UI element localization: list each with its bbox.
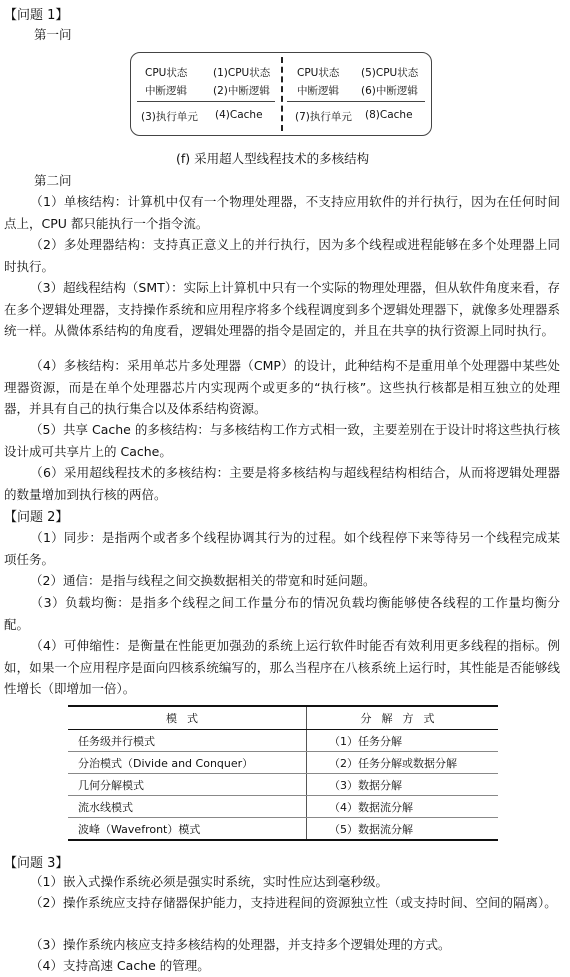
q1-para-4: [4, 355, 560, 420]
q2-para-1: [4, 527, 560, 570]
cell-mode: 波峰（Wavefront）模式: [68, 818, 307, 841]
fig-label-2: (2)中断逻辑: [213, 85, 270, 97]
q3-para-1: [4, 871, 560, 893]
fig-left-divider: [137, 101, 275, 102]
table-row: [68, 796, 498, 818]
q2-para-2-text: （2）通信：是指与线程之间交换数据相关的带宽和时延问题。: [30, 573, 376, 588]
fig-right-interrupt: 中断逻辑: [297, 85, 339, 97]
q1-para-6: [4, 462, 560, 505]
q2-para-3: [4, 592, 560, 635]
q3-para-2: [4, 892, 560, 914]
header-mode: 模式: [68, 706, 307, 730]
q1-para-4-text: （4）多核结构：采用单芯片多处理器（CMP）的设计，此种结构不是重用单个处理器中某些处理器资源，而是在单个处理器芯片内实现两个或更多的“执行核”。这些执行核都是相互独立的处理器，并具有自己的执行集合以及体系结构资源。: [4, 358, 560, 416]
cell-mode: 流水线模式: [68, 796, 307, 818]
q1-para-5: [4, 419, 560, 462]
q1-header: 【问题 1】: [4, 8, 69, 23]
fig-label-7: (7)执行单元: [295, 111, 352, 123]
fig-left-interrupt: 中断逻辑: [145, 85, 187, 97]
fig-label-1: (1)CPU状态: [213, 67, 271, 79]
cell-decomposition: （3）数据分解: [307, 774, 499, 796]
fig-left-cpu-state: CPU状态: [145, 67, 188, 79]
figure-caption: (f) 采用超人型线程技术的多核结构: [176, 151, 370, 166]
q1-para-3-text: （3）超线程结构（SMT）：实际上计算机中只有一个实际的物理处理器，但从软件角度来看，存在多个逻辑处理器，支持操作系统和应用程序将多个线程调度到多个逻辑处理器下，就像多处理器系统一样。从微体系结构的角度看，逻辑处理器的指令是固定的，并且在共享的执行资源上同时执行。: [4, 280, 560, 338]
multicore-figure: [130, 52, 432, 136]
q2-header: 【问题 2】: [4, 510, 69, 525]
q1-para-1: [4, 191, 560, 234]
q3-para-1-text: （1）嵌入式操作系统必须是强实时系统，实时性应达到毫秒级。: [30, 874, 388, 889]
q2-para-4: [4, 635, 560, 700]
q3-para-3: [4, 934, 560, 956]
fig-label-8: (8)Cache: [365, 109, 413, 121]
q1-sub2: 第二问: [34, 173, 72, 188]
fig-label-5: (5)CPU状态: [361, 67, 419, 79]
q3-para-3-text: （3）操作系统内核应支持多核结构的处理器，并支持多个逻辑处理的方式。: [30, 937, 451, 952]
q1-para-2: [4, 234, 560, 277]
q3-header: 【问题 3】: [4, 856, 69, 871]
table-row: [68, 730, 498, 752]
cell-decomposition: （1）任务分解: [307, 730, 499, 752]
fig-right-divider: [287, 101, 425, 102]
table-row: [68, 818, 498, 841]
table-header-row: [68, 706, 498, 730]
q3-para-4-text: （4）支持高速 Cache 的管理。: [30, 958, 210, 973]
q1-para-2-text: （2）多处理器结构：支持真正意义上的并行执行，因为多个线程或进程能够在多个处理器上同时执行。: [4, 237, 560, 274]
cell-decomposition: （4）数据流分解: [307, 796, 499, 818]
q2-para-2: [4, 570, 560, 592]
q3-para-4: [4, 955, 560, 977]
q1-para-3: [4, 277, 560, 342]
fig-right-cpu-state: CPU状态: [297, 67, 340, 79]
cell-mode: 几何分解模式: [68, 774, 307, 796]
q2-para-3-text: （3）负载均衡：是指多个线程之间工作量分布的情况负载均衡能够使各线程的工作量均衡分配。: [4, 595, 560, 632]
fig-label-6: (6)中断逻辑: [361, 85, 418, 97]
q3-para-2-text: （2）操作系统应支持存储器保护能力，支持进程间的资源独立性（或支持时间、空间的隔离）。: [30, 895, 557, 910]
q2-para-1-text: （1）同步：是指两个或者多个线程协调其行为的过程。如个线程停下来等待另一个线程完成某项任务。: [4, 530, 560, 567]
q2-para-4-text: （4）可伸缩性：是衡量在性能更加强劲的系统上运行软件时能否有效利用更多线程的指标。例如，如果一个应用程序是面向四核系统编写的，那么当程序在八核系统上运行时，其性能是否能够线性增长（即增加一倍）。: [4, 638, 560, 696]
header-decomposition: 分解方式: [307, 706, 499, 730]
q1-para-5-text: （5）共享 Cache 的多核结构：与多核结构工作方式相一致，主要差别在于设计时将这些执行核设计成可共享片上的 Cache。: [4, 422, 560, 459]
table-row: [68, 752, 498, 774]
cell-decomposition: （2）任务分解或数据分解: [307, 752, 499, 774]
cell-mode: 分治模式（Divide and Conquer）: [68, 752, 307, 774]
table-row: [68, 774, 498, 796]
cell-decomposition: （5）数据流分解: [307, 818, 499, 841]
fig-core-separator: [281, 57, 283, 131]
q1-para-6-text: （6）采用超线程技术的多核结构：主要是将多核结构与超线程结构相结合，从而将逻辑处理器的数量增加到执行核的两倍。: [4, 465, 560, 502]
fig-label-3: (3)执行单元: [141, 111, 198, 123]
decomposition-table: [68, 705, 498, 841]
cell-mode: 任务级并行模式: [68, 730, 307, 752]
fig-label-4: (4)Cache: [215, 109, 263, 121]
q1-para-1-text: （1）单核结构：计算机中仅有一个物理处理器，不支持应用软件的并行执行，因为在任何时间点上，CPU 都只能执行一个指令流。: [4, 194, 560, 231]
q1-sub1: 第一问: [34, 27, 72, 42]
